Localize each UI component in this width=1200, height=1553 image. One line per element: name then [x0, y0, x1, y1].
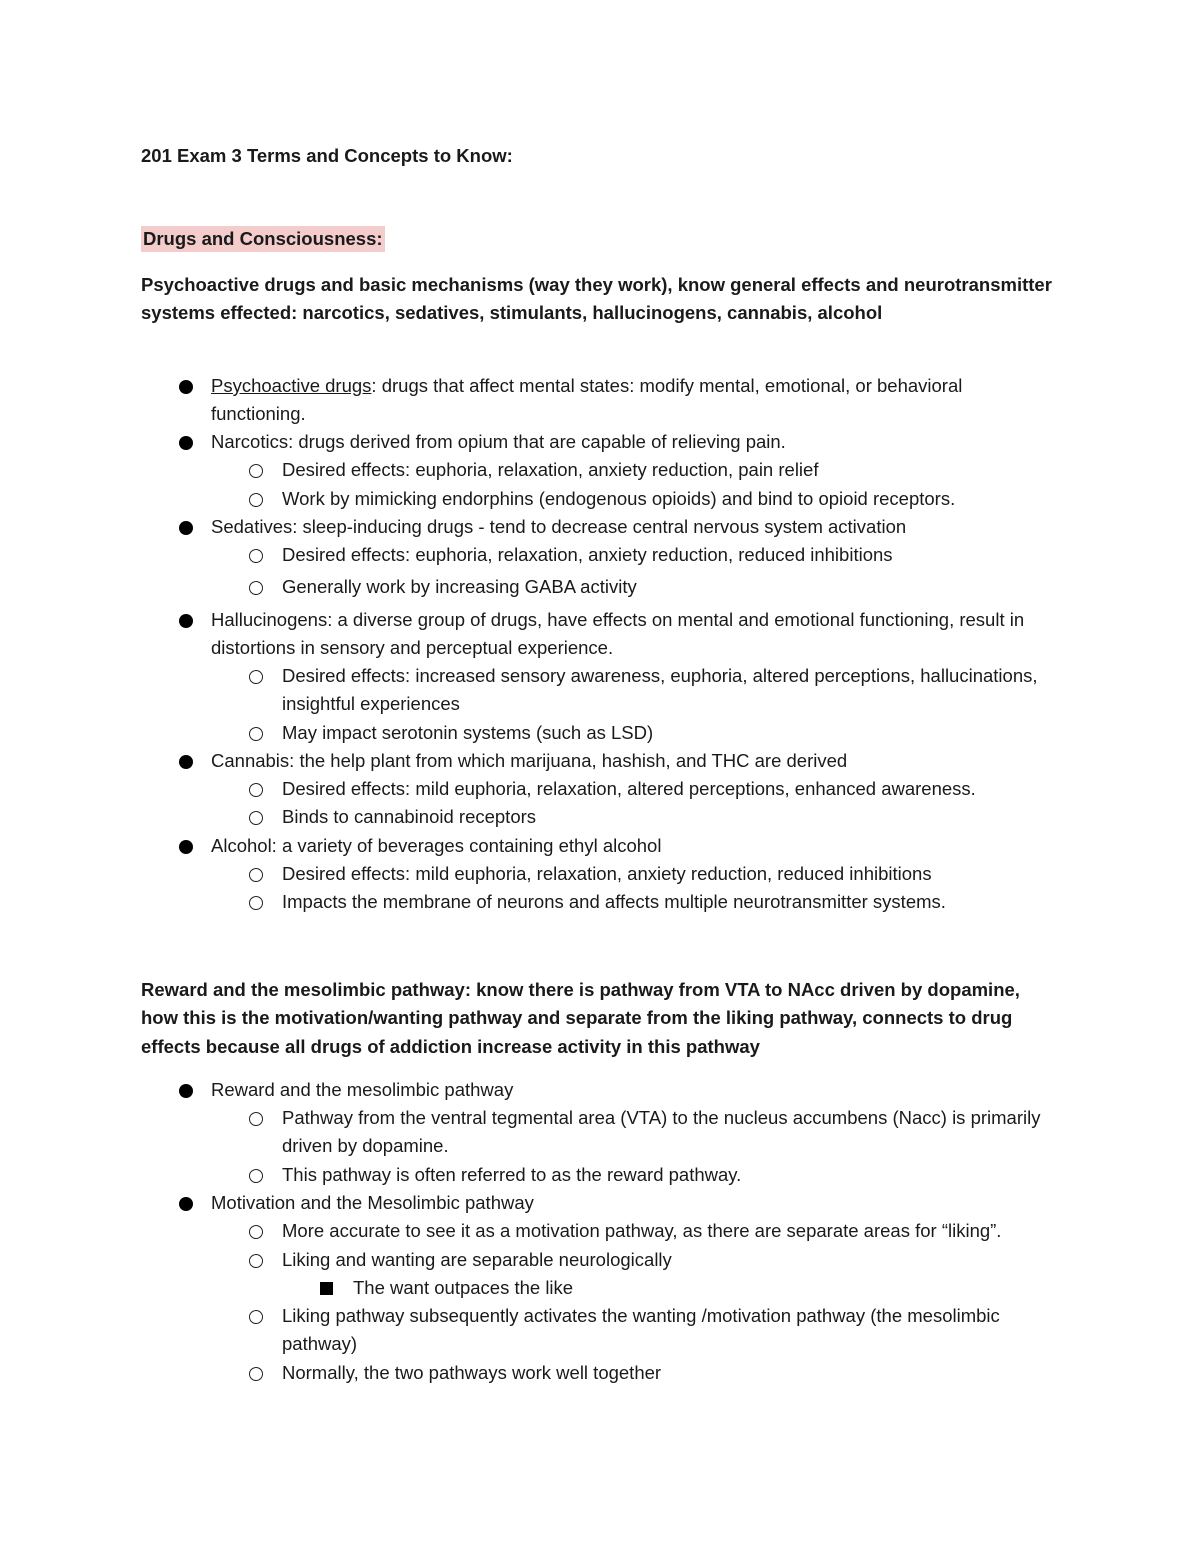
- list-item: [282, 860, 1072, 888]
- filled-circle-bullet-icon: [179, 755, 193, 769]
- term-psychoactive: Psychoactive drugs: [211, 375, 372, 396]
- hollow-circle-bullet-icon: [249, 1254, 263, 1268]
- list-item-text: Desired effects: increased sensory awareness, euphoria, altered perceptions, hallucinations, insightful experiences: [282, 665, 1038, 715]
- hollow-circle-bullet-icon: [249, 868, 263, 882]
- hollow-circle-bullet-icon: [249, 1225, 263, 1239]
- list-item: [282, 803, 1072, 831]
- list-item: [282, 662, 1072, 719]
- list-item-text: Narcotics: drugs derived from opium that are capable of relieving pain.: [211, 431, 786, 452]
- list-item: [282, 456, 1072, 484]
- hollow-circle-bullet-icon: [249, 896, 263, 910]
- list-item-text: Desired effects: euphoria, relaxation, anxiety reduction, reduced inhibitions: [282, 544, 893, 565]
- list-item-text: More accurate to see it as a motivation pathway, as there are separate areas for “liking”.: [282, 1220, 1002, 1241]
- filled-circle-bullet-icon: [179, 840, 193, 854]
- hollow-circle-bullet-icon: [249, 493, 263, 507]
- list-item-text: Normally, the two pathways work well together: [282, 1362, 662, 1383]
- list-item-text: Liking pathway subsequently activates the wanting /motivation pathway (the mesolimbic pathway): [282, 1305, 1000, 1355]
- list-item: [282, 485, 1072, 513]
- list-item: [282, 1104, 1072, 1161]
- list-item-text: Impacts the membrane of neurons and affects multiple neurotransmitter systems.: [282, 891, 946, 912]
- list-item-text: Cannabis: the help plant from which marijuana, hashish, and THC are derived: [211, 750, 848, 771]
- square-bullet-icon: [320, 1282, 333, 1295]
- list-item: [211, 747, 1051, 775]
- filled-circle-bullet-icon: [179, 1084, 193, 1098]
- list-item: [353, 1274, 1053, 1302]
- hollow-circle-bullet-icon: [249, 549, 263, 563]
- document-title: 201 Exam 3 Terms and Concepts to Know:: [141, 145, 513, 166]
- list-item: [211, 832, 1051, 860]
- list-item-text: Binds to cannabinoid receptors: [282, 806, 537, 827]
- list-item: [211, 1076, 1051, 1104]
- filled-circle-bullet-icon: [179, 521, 193, 535]
- definition-psychoactive: : drugs that affect mental states: modify mental, emotional, or behavioral functioning.: [211, 375, 963, 425]
- list-item-text: Desired effects: mild euphoria, relaxation, anxiety reduction, reduced inhibitions: [282, 863, 932, 884]
- list-item-text: Hallucinogens: a diverse group of drugs, have effects on mental and emotional functioning, result in distortions in sensory and perceptual experience.: [211, 609, 1025, 659]
- filled-circle-bullet-icon: [179, 436, 193, 450]
- hollow-circle-bullet-icon: [249, 783, 263, 797]
- hollow-circle-bullet-icon: [249, 811, 263, 825]
- list-item: [282, 888, 1072, 916]
- hollow-circle-bullet-icon: [249, 670, 263, 684]
- hollow-circle-bullet-icon: [249, 1112, 263, 1126]
- list-item: [282, 1217, 1072, 1245]
- list-item: [282, 1161, 1072, 1189]
- list-item: [211, 1189, 1051, 1217]
- hollow-circle-bullet-icon: [249, 1367, 263, 1381]
- section-heading-drugs: Drugs and Consciousness:: [141, 226, 385, 252]
- list-item-text: Alcohol: a variety of beverages containing ethyl alcohol: [211, 835, 662, 856]
- list-item: [282, 719, 1072, 747]
- list-item: [211, 428, 1051, 456]
- list-item-text: May impact serotonin systems (such as LSD): [282, 722, 654, 743]
- filled-circle-bullet-icon: [179, 1197, 193, 1211]
- topic-paragraph-psychoactive: Psychoactive drugs and basic mechanisms (way they work), know general effects and neurotransmitter systems effected: narcotics, sedatives, stimulants, hallucinogens, cannabis, alcohol: [141, 274, 1052, 324]
- list-item: [211, 606, 1051, 663]
- list-item-text: The want outpaces the like: [353, 1277, 574, 1298]
- list-item-text: Motivation and the Mesolimbic pathway: [211, 1192, 534, 1213]
- list-item: [211, 372, 1051, 429]
- hollow-circle-bullet-icon: [249, 1310, 263, 1324]
- hollow-circle-bullet-icon: [249, 1169, 263, 1183]
- list-item: [211, 513, 1051, 541]
- list-item-text: This pathway is often referred to as the reward pathway.: [282, 1164, 742, 1185]
- list-item: [282, 1302, 1072, 1359]
- list-item: [282, 541, 1072, 569]
- list-item: [282, 775, 1072, 803]
- hollow-circle-bullet-icon: [249, 727, 263, 741]
- list-item-text: Work by mimicking endorphins (endogenous opioids) and bind to opioid receptors.: [282, 488, 956, 509]
- hollow-circle-bullet-icon: [249, 581, 263, 595]
- hollow-circle-bullet-icon: [249, 464, 263, 478]
- list-item-text: Pathway from the ventral tegmental area (VTA) to the nucleus accumbens (Nacc) is primarily driven by dopamine.: [282, 1107, 1041, 1157]
- filled-circle-bullet-icon: [179, 614, 193, 628]
- list-item: [282, 1359, 1072, 1387]
- list-item-text: Desired effects: mild euphoria, relaxation, altered perceptions, enhanced awareness.: [282, 778, 976, 799]
- list-item-text: Generally work by increasing GABA activity: [282, 576, 637, 597]
- list-item-text: Desired effects: euphoria, relaxation, anxiety reduction, pain relief: [282, 459, 819, 480]
- list-item: [282, 1246, 1072, 1274]
- list-item: [282, 573, 1072, 601]
- filled-circle-bullet-icon: [179, 380, 193, 394]
- list-item-text: Sedatives: sleep-inducing drugs - tend to decrease central nervous system activation: [211, 516, 907, 537]
- list-item-text: Reward and the mesolimbic pathway: [211, 1079, 514, 1100]
- list-item-text: Liking and wanting are separable neurologically: [282, 1249, 672, 1270]
- topic-paragraph-reward: Reward and the mesolimbic pathway: know there is pathway from VTA to NAcc driven by dopamine, how this is the motivation/wanting pathway and separate from the liking pathway, connects to drug effects because all drugs of addiction increase activity in this pathway: [141, 979, 1020, 1057]
